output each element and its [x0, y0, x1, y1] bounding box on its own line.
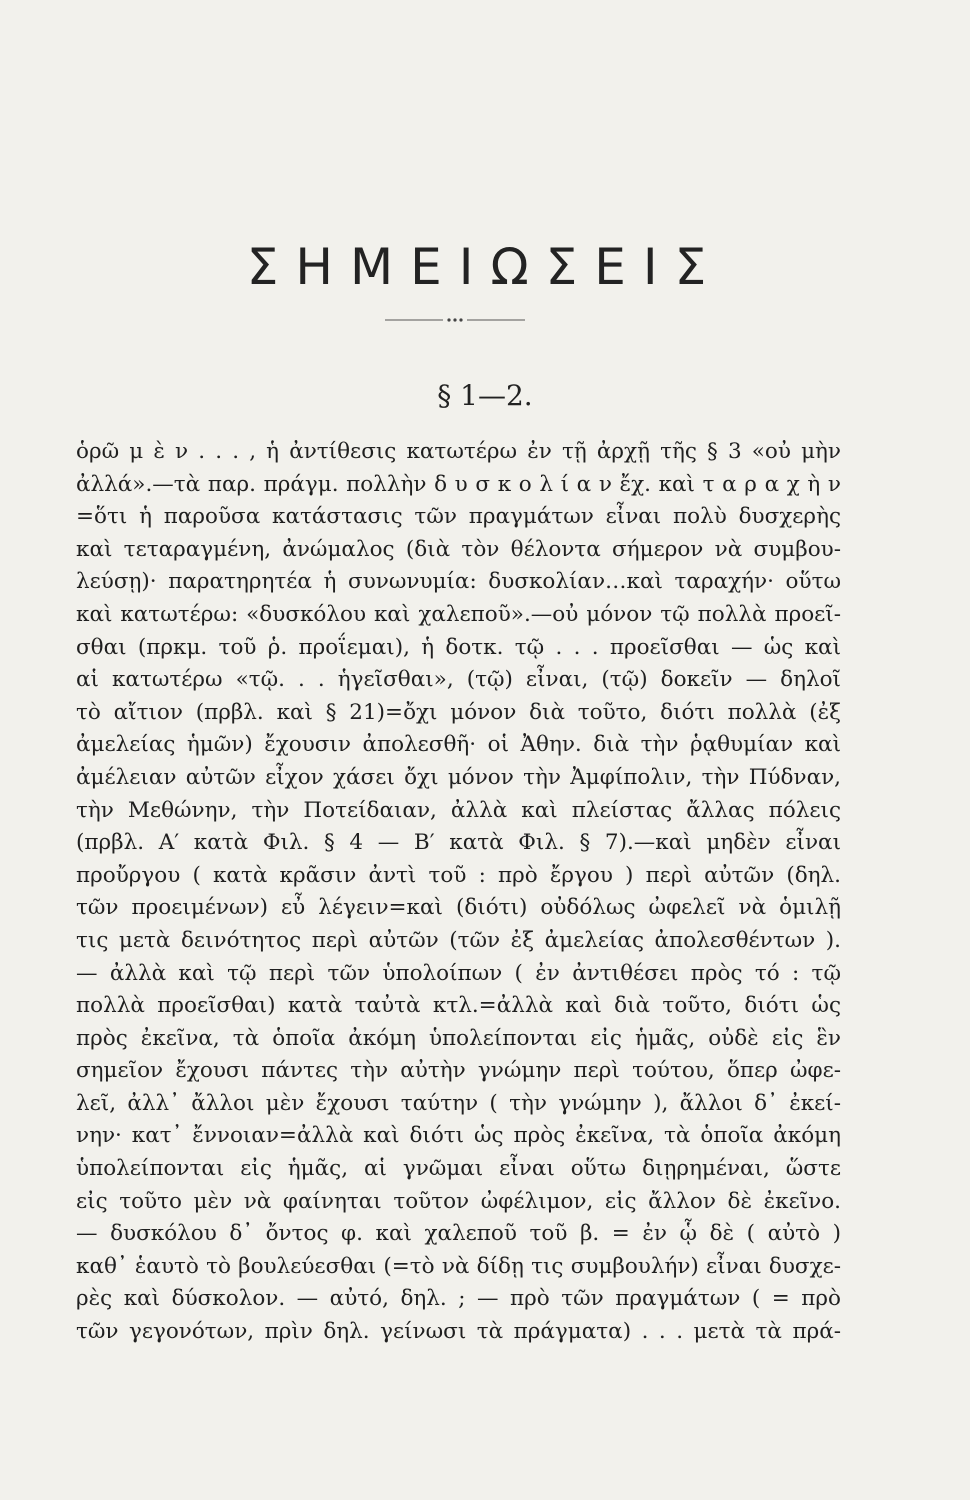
body-text	[76, 436, 841, 1349]
text-line: σθαι (πρκμ. τοῦ ῥ. προΐεμαι), ἡ δοτκ. τῷ . . . προεῖσθαι — ὡς καὶ	[76, 634, 841, 660]
text-line: λεύσῃ)· παρατηρητέα ἡ συνωνυμία: δυσκολίαν…καὶ ταραχήν· οὕτω	[76, 569, 841, 595]
text-line: εἰς τοῦτο μὲν νὰ φαίνηται τοῦτον ὠφέλιμον, εἰς ἄλλον δὲ ἐκεῖνο.	[76, 1188, 841, 1214]
text-line: αἱ κατωτέρω «τῷ. . . ἡγεῖσθαι», (τῷ) εἶναι, (τῷ) δοκεῖν — δηλοῖ	[76, 667, 841, 693]
text-line: =ὅτι ἡ παροῦσα κατάστασις τῶν πραγμάτων εἶναι πολὺ δυσχερὴς	[76, 504, 841, 530]
text-line: ἀλλά».—τὰ παρ. πράγμ. πολλὴν δ υ σ κ ο λ ί α ν ἔχ. καὶ τ α ρ α χ ὴ ν	[76, 471, 841, 497]
text-line: ἀμέλειαν αὐτῶν εἶχον χάσει ὄχι μόνον τὴν Ἀμφίπολιν, τὴν Πύδναν,	[76, 764, 841, 790]
text-line: — δυσκόλου δ᾿ ὄντος φ. καὶ χαλεποῦ τοῦ β. = ἐν ᾧ δὲ ( αὐτὸ )	[76, 1221, 841, 1247]
text-line: λεῖ, ἀλλ᾿ ἄλλοι μὲν ἔχουσι ταύτην ( τὴν γνώμην ), ἄλλοι δ᾿ ἐκεί-	[76, 1090, 841, 1116]
text-line: τις μετὰ δεινότητος περὶ αὐτῶν (τῶν ἐξ ἀμελείας ἀπολεσθέντων ).	[76, 927, 841, 953]
text-line: πρὸς ἐκεῖνα, τὰ ὁποῖα ἀκόμη ὑπολείπονται εἰς ἡμᾶς, οὐδὲ εἰς ἓν	[76, 1025, 841, 1051]
text-line: τὸ αἴτιον (πρβλ. καὶ § 21)=ὄχι μόνον διὰ τοῦτο, διότι πολλὰ (ἐξ	[76, 699, 841, 725]
text-line: ρὲς καὶ δύσκολον. — αὐτό, δηλ. ; — πρὸ τῶν πραγμάτων ( = πρὸ	[76, 1286, 841, 1312]
section-heading: § 1—2.	[437, 379, 533, 412]
text-line: τὴν Μεθώνην, τὴν Ποτείδαιαν, ἀλλὰ καὶ πλείστας ἄλλας πόλεις	[76, 797, 841, 823]
page-title: ΣΗΜΕΙΩΣΕΙΣ	[246, 238, 724, 296]
text-line: — ἀλλὰ καὶ τῷ περὶ τῶν ὑπολοίπων ( ἐν ἀντιθέσει πρὸς τό : τῷ	[76, 960, 841, 986]
text-line: ὁρῶ μ ὲ ν . . . , ἡ ἀντίθεσις κατωτέρω ἐν τῇ ἀρχῇ τῆς § 3 «οὐ μὴν	[76, 439, 841, 464]
ornament-divider	[385, 314, 525, 326]
text-line: ἀμελείας ἡμῶν) ἔχουσιν ἀπολεσθῆ· οἱ Ἀθην. διὰ τὴν ῥᾳθυμίαν καὶ	[76, 732, 841, 758]
text-line: καὶ τεταραγμένη, ἀνώμαλος (διὰ τὸν θέλοντα σήμερον νὰ συμβου-	[76, 536, 841, 562]
text-line: νην· κατ᾿ ἔννοιαν=ἀλλὰ καὶ διότι ὡς πρὸς ἐκεῖνα, τὰ ὁποῖα ἀκόμη	[76, 1123, 841, 1149]
text-line: προὔργου ( κατὰ κρᾶσιν ἀντὶ τοῦ : πρὸ ἔργου ) περὶ αὐτῶν (δηλ.	[76, 862, 841, 888]
text-line: σημεῖον ἔχουσι πάντες τὴν αὐτὴν γνώμην περὶ τούτου, ὅπερ ὠφε-	[76, 1058, 841, 1084]
text-line: (πρβλ. Α′ κατὰ Φιλ. § 4 — Β′ κατὰ Φιλ. § 7).—καὶ μηδὲν εἶναι	[76, 830, 841, 856]
text-line: καὶ κατωτέρω: «δυσκόλου καὶ χαλεποῦ».—οὐ μόνον τῷ πολλὰ προεῖ-	[76, 601, 841, 627]
text-line: πολλὰ προεῖσθαι) κατὰ ταὐτὰ κτλ.=ἀλλὰ καὶ διὰ τοῦτο, διότι ὡς	[76, 993, 841, 1019]
text-line: ὑπολείπονται εἰς ἡμᾶς, αἱ γνῶμαι εἶναι οὕτω διῃρημέναι, ὥστε	[76, 1156, 841, 1182]
text-line: τῶν γεγονότων, πρὶν δηλ. γείνωσι τὰ πράγματα) . . . μετὰ τὰ πρά-	[76, 1319, 841, 1345]
text-line: καθ᾿ ἑαυτὸ τὸ βουλεύεσθαι (=τὸ νὰ δίδῃ τις συμβουλήν) εἶναι δυσχε-	[76, 1253, 841, 1279]
text-line: τῶν προειμένων) εὖ λέγειν=καὶ (διότι) οὐδόλως ὠφελεῖ νὰ ὁμιλῇ	[76, 895, 841, 921]
